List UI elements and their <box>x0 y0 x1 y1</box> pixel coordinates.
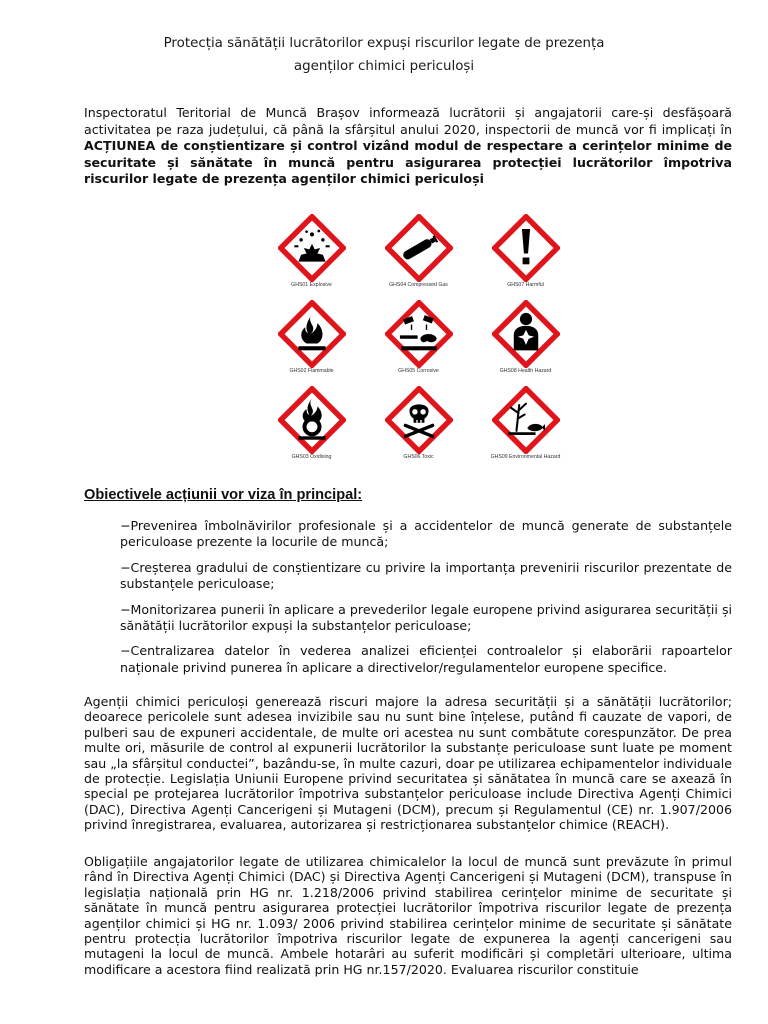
body-paragraph-1: Agenții chimici periculoși generează riscuri majore la adresa securității și a sănătății lucrătorilor; deoarece pericolele sunt adesea invizibile sau nu sunt bine înțelese, putând fi cauzate de vapori, de pulberi sau de expuneri accidentale, de multe ori acestea nu sunt combătute corespunzător. De prea multe ori, măsurile de control al expunerii lucrătorilor la substanțe periculoase sunt luate pe moment sau „la sfârșitul conductei”, bazându-se, în multe cazuri, doar pe utilizarea echipamentelor individuale de protecție. Legislația Uniunii Europene privind securitatea și sănătatea în muncă care se axează în special pe protejarea lucrătorilor împotriva substanțelor periculoase include Directiva Agenți Chimici (DAC), Directiva Agenți Cancerigeni și Mutageni (DCM), precum și Regulamentul (CE) nr. 1.907/2006 privind înregistrarea, evaluarea, autorizarea și restricționarea substanțelor chimice (REACH). <box>84 694 732 833</box>
environment-icon <box>492 386 560 454</box>
pictogram-caption: GHS05 Corrosive <box>398 368 439 374</box>
pictogram-corrosive <box>365 298 472 384</box>
flame-over-circle-icon <box>278 386 346 454</box>
pictogram-caption: GHS01 Explosive <box>291 282 332 288</box>
pictogram-caption: GHS06 Toxic <box>403 454 434 460</box>
gas-cylinder-icon <box>385 214 453 282</box>
explosive-icon <box>278 214 346 282</box>
corrosion-icon <box>385 300 453 368</box>
pictogram-health-hazard <box>472 298 579 384</box>
intro-paragraph <box>84 105 732 188</box>
pictogram-toxic <box>365 384 472 470</box>
pictogram-explosive <box>258 212 365 298</box>
pictogram-flammable <box>258 298 365 384</box>
flame-icon <box>278 300 346 368</box>
pictogram-compressed-gas <box>365 212 472 298</box>
objective-item: −Creșterea gradului de conștientizare cu privire la importanța prevenirii riscurilor prezentate de substanțele periculoase; <box>120 559 732 592</box>
pictogram-oxidising <box>258 384 365 470</box>
objective-item: −Centralizarea datelor în vederea analizei eficienței controalelor și elaborării rapoartelor naționale privind punerea în aplicare a directivelor/regulamentelor europene specifice. <box>120 643 732 675</box>
skull-icon <box>385 386 453 454</box>
title-line-1: Protecția sănătății lucrătorilor expuși riscurilor legate de prezența <box>163 36 605 51</box>
pictogram-caption: GHS08 Health Hazard <box>499 368 552 374</box>
objective-item: −Monitorizarea punerii în aplicare a prevederilor legale europene privind asigurarea securității și sănătății lucrătorilor expuși la substanțelor periculoase; <box>120 601 732 634</box>
objectives-heading: Obiectivele acțiunii vor viza în principal: <box>84 487 363 503</box>
title-line-2: agenților chimici periculoși <box>293 59 475 74</box>
intro-bold-text: ACȚIUNEA de conștientizare și control vizând modul de respectare a cerințelor minime de securitate și sănătate în muncă pentru asigurarea protecției lucrătorilor împotriva riscurilor legate de prezența agenților chimici periculoși <box>84 138 732 187</box>
pictogram-caption: GHS03 Oxidising <box>291 454 332 460</box>
pictogram-caption: GHS02 Flammable <box>289 368 334 374</box>
pictogram-caption: GHS09 Environmental Hazard <box>490 454 561 460</box>
exclamation-icon <box>492 214 560 282</box>
objectives-list <box>120 518 732 685</box>
objective-item: −Prevenirea îmbolnăvirilor profesionale și a accidentelor de muncă generate de substanțele periculoase prezente la locurile de muncă; <box>120 518 732 550</box>
intro-text: Inspectoratul Teritorial de Muncă Brașov informează lucrătorii și angajatorii care-și desfășoară activitatea pe raza județului, că până la sfârșitul anului 2020, inspectorii de muncă vor fi implicați în <box>84 105 732 137</box>
pictogram-environmental-hazard <box>472 384 579 470</box>
document-title <box>60 32 708 78</box>
pictogram-caption: GHS04 Compressed Gas <box>389 282 448 288</box>
body-paragraph-2: Obligațiile angajatorilor legate de utilizarea chimicalelor la locul de muncă sunt prevăzute în primul rând în Directiva Agenți Chimici (DAC) și Directiva Agenți Cancerigeni și Mutageni (DCM), transpuse în legislația națională prin HG nr. 1.218/2006 privind stabilirea cerințelor minime de securitate și sănătate în muncă pentru asigurarea protecției lucrătorilor împotriva riscurilor legate de prezența agenților chimici și HG nr. 1.093/ 2006 privind stabilirea cerințelor minime de securitate și sănătate pentru protecția lucrătorilor împotriva riscurilor legate de expunerea la agenți cancerigeni sau mutageni la locul de muncă. Ambele hotarâri au suferit modificări și completări ulterioare, ultima modificare a acestora fiind realizată prin HG nr.157/2020. Evaluarea riscurilor constituie <box>84 854 732 977</box>
ghs-pictogram-grid <box>258 212 578 474</box>
pictogram-harmful <box>472 212 579 298</box>
pictogram-caption: GHS07 Harmful <box>507 282 544 288</box>
health-hazard-icon <box>492 300 560 368</box>
